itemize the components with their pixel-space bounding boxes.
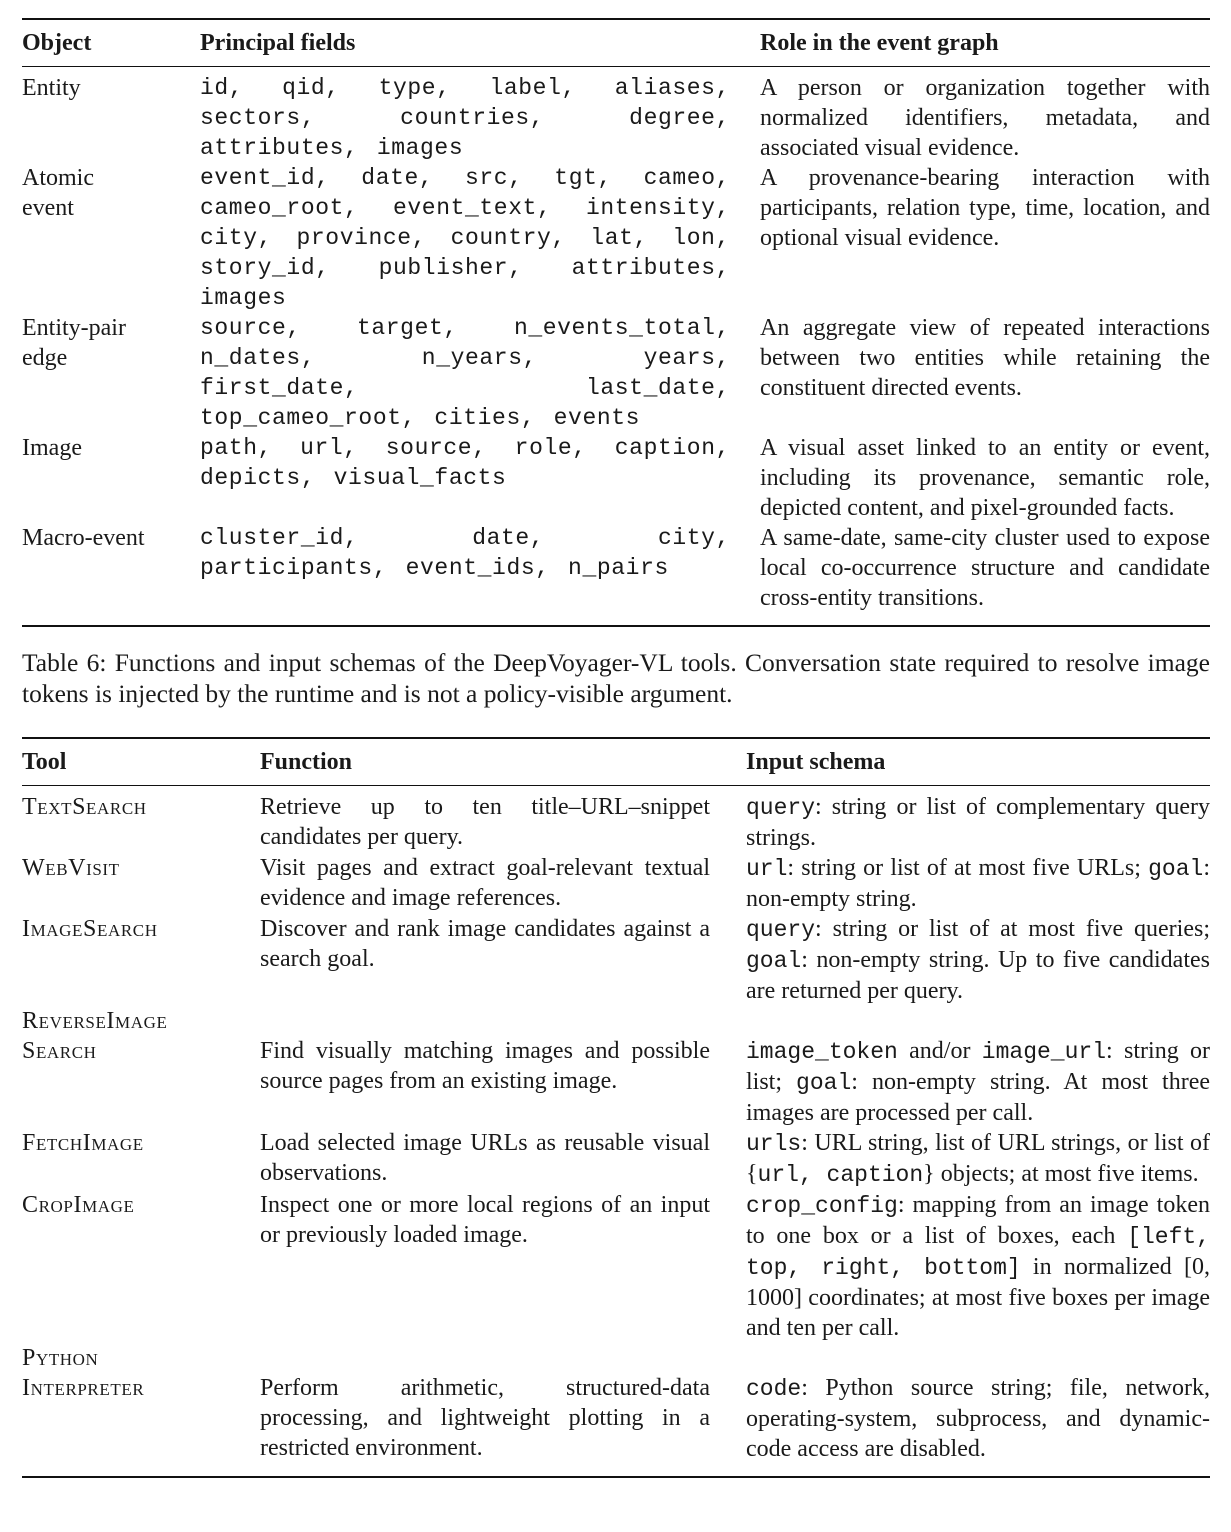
tool-name: WebVisit bbox=[22, 855, 120, 881]
schema-text-2: : non-empty string. At most three images are processed per call. bbox=[746, 1069, 1211, 1126]
schema-code: image_token bbox=[746, 1039, 898, 1065]
schema-code: urls bbox=[746, 1131, 802, 1157]
table-row bbox=[22, 1006, 1210, 1128]
table-row bbox=[22, 1128, 1210, 1190]
schema-text: : Python source string; file, network, operating-system, subprocess, and dynamic-code access are disabled. bbox=[746, 1375, 1210, 1462]
table-row bbox=[22, 1190, 1210, 1343]
schema-cell bbox=[746, 786, 1210, 854]
table-row bbox=[22, 914, 1210, 1006]
object-cell: Atomic event bbox=[22, 165, 94, 221]
tool-name-line-2: Interpreter bbox=[22, 1375, 145, 1401]
fields-cell: id, qid, type, label, aliases, sectors, countries, degree, attributes, images bbox=[200, 75, 730, 161]
header-function: Function bbox=[260, 749, 353, 775]
schema-text: : URL string, list of URL strings, or list of { bbox=[746, 1130, 1210, 1187]
schema-text: : string or list; bbox=[746, 1038, 1211, 1095]
object-schema-table bbox=[22, 18, 1210, 627]
schema-code-2: [left, top, right, bottom] bbox=[746, 1224, 1211, 1281]
role-cell: An aggregate view of repeated interactions between two entities while retaining the constituent directed events. bbox=[760, 315, 1210, 401]
schema-cell bbox=[746, 1128, 1210, 1190]
schema-code-2: url, caption bbox=[757, 1162, 924, 1188]
function-cell: Perform arithmetic, structured-data processing, and lightweight plotting in a restricted environment. bbox=[260, 1375, 710, 1461]
schema-text-2: : non-empty string. Up to five candidates are returned per query. bbox=[746, 947, 1210, 1004]
tool-name-line-1: Python bbox=[22, 1345, 99, 1371]
object-cell: Entity bbox=[22, 75, 81, 101]
function-cell: Find visually matching images and possible source pages from an existing image. bbox=[260, 1038, 710, 1094]
table-row bbox=[22, 523, 1210, 626]
schema-code: query bbox=[746, 917, 816, 943]
table-row bbox=[22, 313, 1210, 433]
schema-text-2: : non-empty string. bbox=[746, 855, 1211, 912]
function-cell: Retrieve up to ten title–URL–snippet candidates per query. bbox=[260, 794, 710, 850]
role-cell: A person or organization together with normalized identifiers, metadata, and associated visual evidence. bbox=[760, 75, 1210, 161]
object-cell: Entity-pair edge bbox=[22, 315, 126, 371]
schema-code: crop_config bbox=[746, 1193, 898, 1219]
header-object: Object bbox=[22, 30, 92, 56]
header-principal-fields: Principal fields bbox=[200, 30, 356, 56]
table-row bbox=[22, 786, 1210, 854]
schema-cell bbox=[746, 1190, 1210, 1343]
function-cell: Load selected image URLs as reusable visual observations. bbox=[260, 1130, 710, 1186]
header-role: Role in the event graph bbox=[760, 30, 999, 56]
schema-text: : string or list of complementary query strings. bbox=[746, 794, 1210, 851]
schema-cell bbox=[746, 1006, 1210, 1128]
paper-page bbox=[22, 18, 1210, 1478]
tool-name bbox=[22, 1343, 260, 1477]
schema-text: : string or list of at most five queries; bbox=[815, 916, 1210, 942]
tool-name-line-1: ReverseImage bbox=[22, 1008, 168, 1034]
schema-text: : mapping from an image token to one box or a list of boxes, each bbox=[746, 1192, 1210, 1249]
function-cell: Visit pages and extract goal-relevant textual evidence and image references. bbox=[260, 855, 710, 911]
header-input-schema: Input schema bbox=[746, 749, 886, 775]
role-cell: A same-date, same-city cluster used to expose local co-occurrence structure and candidate cross-entity transitions. bbox=[760, 525, 1210, 611]
table-6-caption: Table 6: Functions and input schemas of the DeepVoyager-VL tools. Conversation state required to resolve image tokens is injected by the runtime and is not a policy-visible argument. bbox=[22, 648, 1210, 708]
tool-name bbox=[22, 1006, 260, 1128]
schema-cell bbox=[746, 1343, 1210, 1477]
schema-text: : string or list of at most five URLs; bbox=[787, 855, 1141, 881]
schema-code: query bbox=[746, 795, 816, 821]
tool-name: TextSearch bbox=[22, 794, 147, 820]
function-cell: Discover and rank image candidates against a search goal. bbox=[260, 916, 710, 972]
schema-code: code bbox=[746, 1376, 802, 1402]
table-row bbox=[22, 67, 1210, 164]
schema-code-2: goal bbox=[796, 1070, 852, 1096]
tool-name: FetchImage bbox=[22, 1130, 144, 1156]
table-header-row bbox=[22, 738, 1210, 786]
schema-code-2: goal bbox=[1148, 856, 1204, 882]
schema-text-2: in normalized [0, 1000] coordinates; at most five boxes per image and ten per call. bbox=[746, 1254, 1210, 1341]
fields-cell: source, target, n_events_total, n_dates, n_years, years, first_date, last_date, top_cameo_root, cities, events bbox=[200, 315, 730, 431]
schema-text-2: } objects; at most five items. bbox=[923, 1161, 1199, 1187]
tools-table bbox=[22, 737, 1210, 1478]
table-row bbox=[22, 433, 1210, 523]
schema-code-b: image_url bbox=[981, 1039, 1107, 1065]
object-cell: Macro-event bbox=[22, 525, 145, 551]
table-row bbox=[22, 1343, 1210, 1477]
schema-cell bbox=[746, 853, 1210, 914]
schema-code-2: goal bbox=[746, 948, 802, 974]
header-tool: Tool bbox=[22, 749, 67, 775]
table-row bbox=[22, 163, 1210, 313]
function-cell: Inspect one or more local regions of an input or previously loaded image. bbox=[260, 1192, 710, 1248]
table-header-row bbox=[22, 19, 1210, 67]
schema-mid: and/or bbox=[897, 1038, 982, 1064]
role-cell: A visual asset linked to an entity or event, including its provenance, semantic role, depicted content, and pixel-grounded facts. bbox=[760, 435, 1210, 521]
tool-name: CropImage bbox=[22, 1192, 135, 1218]
fields-cell: cluster_id, date, city, participants, event_ids, n_pairs bbox=[200, 525, 730, 581]
role-cell: A provenance-bearing interaction with participants, relation type, time, location, and optional visual evidence. bbox=[760, 165, 1210, 251]
object-cell: Image bbox=[22, 435, 82, 461]
fields-cell: path, url, source, role, caption, depicts, visual_facts bbox=[200, 435, 730, 491]
tool-name-line-2: Search bbox=[22, 1038, 97, 1064]
table-row bbox=[22, 853, 1210, 914]
schema-code: url bbox=[746, 856, 788, 882]
fields-cell: event_id, date, src, tgt, cameo, cameo_root, event_text, intensity, city, province, country, lat, lon, story_id, publisher, attributes, images bbox=[200, 165, 730, 311]
tool-name: ImageSearch bbox=[22, 916, 158, 942]
schema-cell bbox=[746, 914, 1210, 1006]
